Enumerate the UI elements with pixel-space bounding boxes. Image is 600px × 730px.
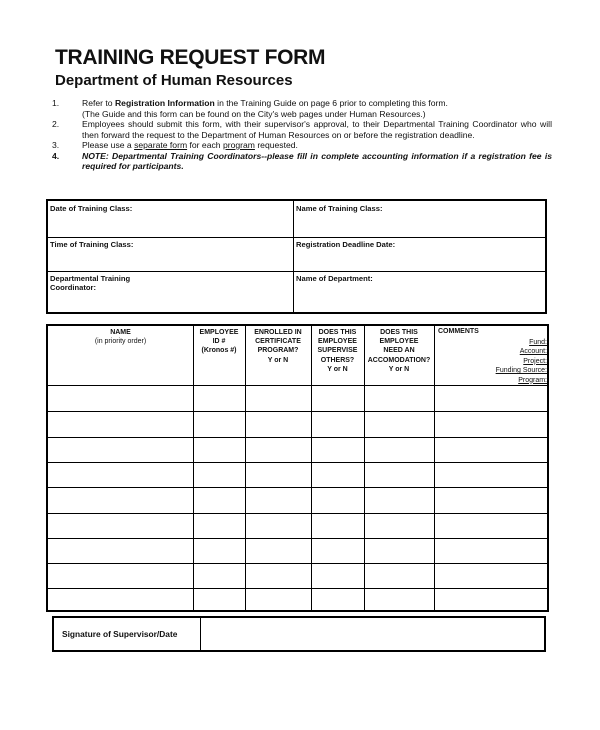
instruction-text xyxy=(82,140,552,151)
header-name xyxy=(48,328,193,346)
header-accommodation xyxy=(364,328,434,374)
header-comments: COMMENTS xyxy=(438,328,479,335)
field-label: Name of Department: xyxy=(296,274,373,283)
header-text: NAME xyxy=(110,329,131,336)
header-text: OTHERS? xyxy=(320,356,355,364)
header-text: EMPLOYEE xyxy=(318,338,357,346)
instruction-number: 4. xyxy=(52,150,60,161)
name-of-department-field[interactable] xyxy=(294,271,545,312)
table-row[interactable] xyxy=(48,588,547,589)
header-text: EMPLOYEE xyxy=(199,329,239,336)
field-label: Time of Training Class: xyxy=(50,240,134,249)
header-employee-id xyxy=(193,328,245,356)
table-row[interactable] xyxy=(48,411,547,412)
comments-accounting-fields xyxy=(496,338,547,385)
header-divider xyxy=(48,385,547,386)
header-subtext: (in priority order) xyxy=(94,338,147,346)
table-row[interactable] xyxy=(48,538,547,539)
field-label: Coordinator: xyxy=(50,283,96,292)
column-divider xyxy=(245,326,246,610)
fund-label: Fund: xyxy=(529,339,547,346)
header-text: EMPLOYEE xyxy=(379,338,419,346)
header-text: NEED AN xyxy=(383,347,415,355)
table-row[interactable] xyxy=(48,487,547,488)
instruction-number: 2. xyxy=(52,119,60,129)
registration-deadline-field[interactable] xyxy=(294,237,545,271)
instruction-fragment: requested. xyxy=(254,140,298,150)
table-row[interactable] xyxy=(48,563,547,564)
field-label: Date of Training Class: xyxy=(50,204,133,213)
class-info-box xyxy=(46,199,547,314)
project-label: Project: xyxy=(523,357,547,365)
header-text: Y or N xyxy=(327,365,348,373)
form-title: TRAINING REQUEST FORM xyxy=(55,46,326,69)
funding-source-label: Funding Source: xyxy=(495,367,547,375)
instruction-fragment: Please use a xyxy=(82,140,135,150)
date-of-training-class-field[interactable] xyxy=(48,201,294,237)
name-of-training-class-field[interactable] xyxy=(294,201,545,237)
header-text: DOES THIS xyxy=(318,329,357,336)
header-supervise-others xyxy=(311,328,364,374)
departmental-training-coordinator-field[interactable] xyxy=(48,271,294,312)
header-text: Y or N xyxy=(267,356,289,364)
program-label: Program: xyxy=(518,376,547,384)
department-subtitle: Department of Human Resources xyxy=(55,72,293,89)
instruction-item xyxy=(52,140,552,151)
info-row xyxy=(48,237,545,271)
instruction-item xyxy=(52,151,552,172)
table-row[interactable] xyxy=(48,513,547,514)
instruction-text: Employees should submit this form, with their supervisor's approval, to their Departmental Training Coordinator who will then forward the request to the Department of Human Resources on or before the registration deadline. xyxy=(82,119,552,140)
signature-divider xyxy=(200,618,201,650)
employee-request-table xyxy=(46,324,549,612)
header-text: ID # xyxy=(212,338,226,346)
signature-label: Signature of Supervisor/Date xyxy=(62,629,178,639)
account-label: Account: xyxy=(519,348,547,356)
column-divider xyxy=(434,326,435,610)
time-of-training-class-field[interactable] xyxy=(48,237,294,271)
info-row xyxy=(48,271,545,312)
instruction-fragment: in the Training Guide on page 6 prior to completing this form. xyxy=(214,98,448,108)
table-row[interactable] xyxy=(48,437,547,438)
header-text: DOES THIS xyxy=(380,329,418,336)
header-text: Y or N xyxy=(388,365,410,373)
header-text: ACCOMODATION? xyxy=(367,356,431,364)
registration-information-emphasis: Registration Information xyxy=(114,98,215,108)
instruction-number: 3. xyxy=(52,140,60,150)
instruction-item xyxy=(52,98,552,119)
header-text: SUPERVISE xyxy=(317,347,358,355)
field-label: Name of Training Class: xyxy=(296,204,383,213)
instruction-fragment: for each xyxy=(187,140,223,150)
instruction-note: (The Guide and this form can be found on the City's web pages under Human Resources.) xyxy=(82,108,426,119)
header-text: CERTIFICATE xyxy=(255,338,301,346)
supervisor-signature-box xyxy=(52,616,546,652)
field-label: Departmental Training xyxy=(50,274,131,283)
field-label: Registration Deadline Date: xyxy=(296,240,396,249)
table-row[interactable] xyxy=(48,462,547,463)
header-text: PROGRAM? xyxy=(257,347,299,355)
header-text: (Kronos #) xyxy=(201,347,237,355)
separate-form-emphasis: separate form xyxy=(134,140,188,150)
header-text: ENROLLED IN xyxy=(254,329,302,336)
instruction-text xyxy=(82,98,552,119)
info-row xyxy=(48,201,545,237)
instruction-text: NOTE: Departmental Training Coordinators--please fill in complete accounting information if a registration fee is required for participants. xyxy=(82,150,552,171)
column-divider xyxy=(193,326,194,610)
instruction-number: 1. xyxy=(52,98,60,108)
instruction-fragment: Refer to xyxy=(82,98,115,108)
instruction-item xyxy=(52,119,552,140)
header-enrolled-certificate xyxy=(245,328,311,365)
program-emphasis: program xyxy=(222,140,255,150)
instructions-list xyxy=(52,98,552,172)
